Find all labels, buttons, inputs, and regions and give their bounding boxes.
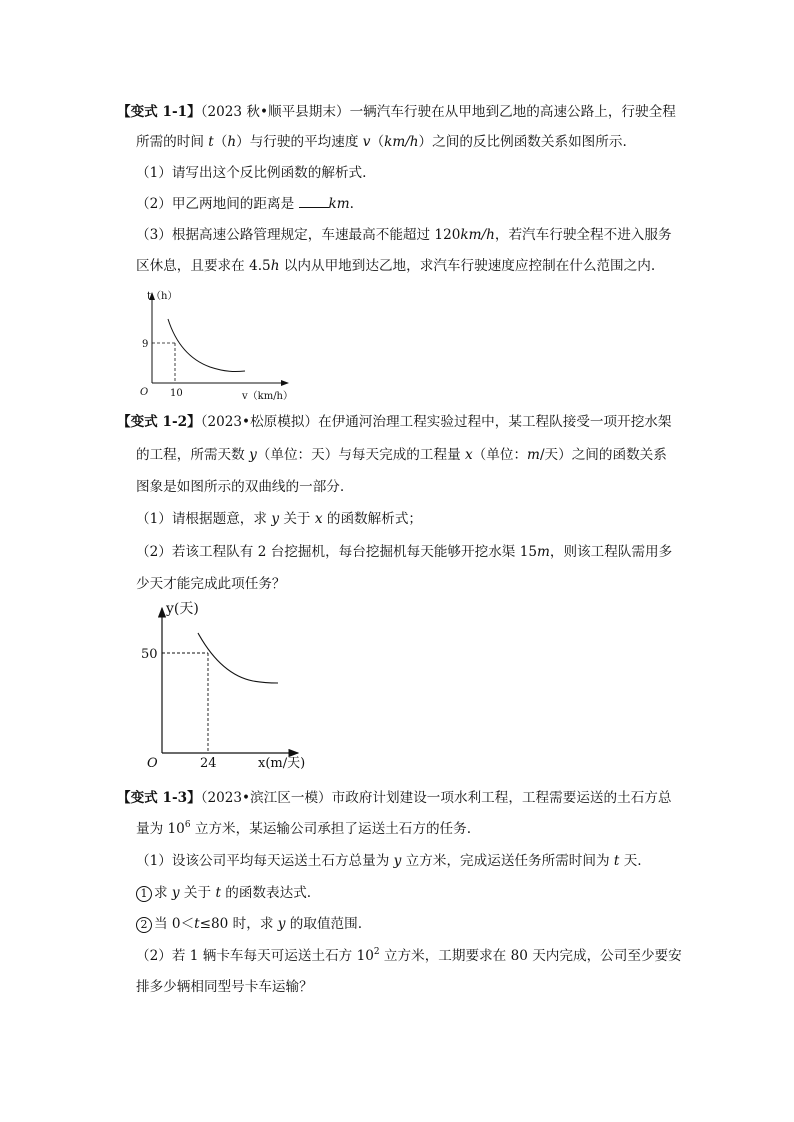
circled-number: 2 xyxy=(136,917,152,933)
y-tick-label: 9 xyxy=(142,339,149,350)
problem-1-1-q3-cont: 区休息，且要求在 4.5h 以内从甲地到达乙地，求汽车行驶速度应控制在什么范围之内. xyxy=(136,258,656,274)
problem-1-3-sub-2: 2 当 0＜t≤80 时，求 y 的取值范围. xyxy=(136,915,362,933)
hyperbola-curve xyxy=(168,319,245,372)
problem-1-1-q3: （3）根据高速公路管理规定，车速最高不能超过 120km/h，若汽车行驶全程不进入服务 xyxy=(136,227,672,243)
problem-1-1-line-1: 【变式 1-1】（2023 秋•顺平县期末）一辆汽车行驶在从甲地到乙地的高速公路上，行驶全程 xyxy=(117,104,676,120)
problem-1-2-q2: （2）若该工程队有 2 台挖掘机，每台挖掘机每天能够开挖水渠 15m，则该工程队需用多 xyxy=(136,544,673,560)
problem-1-1-q2: （2）甲乙两地间的距离是 km. xyxy=(136,196,354,212)
origin-label: O xyxy=(140,387,149,398)
problem-1-3-line-1: 【变式 1-3】（2023•滨江区一模）市政府计划建设一项水利工程，工程需要运送的土石方总 xyxy=(117,790,672,806)
graph-2 xyxy=(138,600,318,776)
answer-blank xyxy=(299,195,329,208)
problem-1-3-sub-1: 1 求 y 关于 t 的函数表达式. xyxy=(136,884,311,902)
problem-source: （2023•滨江区一模） xyxy=(200,790,332,806)
x-tick-label: 10 xyxy=(170,388,183,399)
y-axis-label: t（h） xyxy=(147,291,178,302)
problem-tag: 【变式 1-3】 xyxy=(117,790,201,806)
x-tick-label: 24 xyxy=(200,756,217,771)
y-axis-label: y(天) xyxy=(166,601,199,617)
graph-1 xyxy=(130,283,300,401)
problem-1-2-q1: （1）请根据题意，求 y 关于 x 的函数解析式； xyxy=(136,511,423,527)
problem-1-2-line-3: 图象是如图所示的双曲线的一部分. xyxy=(136,479,345,495)
problem-1-3-q2-cont: 排多少辆相同型号卡车运输？ xyxy=(136,979,313,995)
y-tick-label: 50 xyxy=(141,647,158,662)
problem-1-1-line-2: 所需的时间 t（h）与行驶的平均速度 v（km/h）之间的反比例函数关系如图所示. xyxy=(136,134,627,150)
problem-source: （2023 秋•顺平县期末） xyxy=(200,104,350,120)
origin-label: O xyxy=(147,756,158,771)
x-axis-label: x(m/天) xyxy=(258,756,306,771)
problem-source: （2023•松原模拟） xyxy=(200,414,319,430)
x-axis-label: v（km/h） xyxy=(242,391,294,401)
hyperbola-curve xyxy=(198,633,278,683)
problem-1-3-line-2: 量为 $10^6$ 立方米，某运输公司承担了运送土石方的任务. xyxy=(136,820,472,837)
problem-1-3-q1: （1）设该公司平均每天运送土石方总量为 y 立方米，完成运送任务所需时间为 t 天. xyxy=(136,853,642,869)
problem-tag: 【变式 1-1】 xyxy=(117,104,201,120)
problem-1-3-q2: （2）若 1 辆卡车每天可运送土石方 $10^2$ 立方米，工期要求在 80 天内完成，公司至少要安 xyxy=(136,947,682,964)
problem-1-2-line-2: 的工程，所需天数 y（单位：天）与每天完成的工程量 x（单位：m/天）之间的函数关系 xyxy=(136,447,667,463)
problem-1-1-q1: （1）请写出这个反比例函数的解析式. xyxy=(136,165,367,181)
problem-1-2-q2-cont: 少天才能完成此项任务？ xyxy=(136,576,286,592)
problem-tag: 【变式 1-2】 xyxy=(117,414,201,430)
problem-1-2-line-1: 【变式 1-2】（2023•松原模拟）在伊通河治理工程实验过程中，某工程队接受一项开挖水架 xyxy=(117,414,672,430)
circled-number: 1 xyxy=(136,886,152,902)
